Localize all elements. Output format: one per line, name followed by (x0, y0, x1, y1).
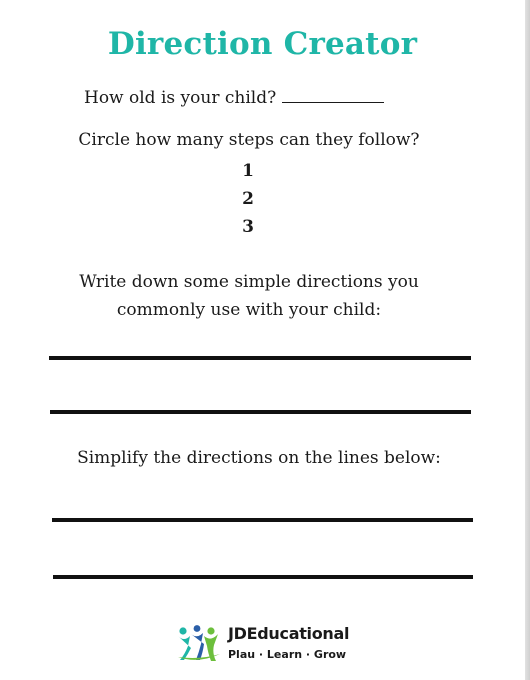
logo-tagline: Plau · Learn · Grow (228, 648, 347, 661)
simplify-prompt: Simplify the directions on the lines below: (77, 448, 441, 468)
page-title: Direction Creator (107, 26, 418, 62)
directions-writing-line-2[interactable] (50, 410, 471, 414)
step-option-1[interactable]: 1 (242, 161, 254, 181)
simplified-writing-line-1[interactable] (52, 518, 473, 522)
page-edge-shadow (525, 0, 530, 680)
write-prompt-line-1: Write down some simple directions you (79, 272, 419, 292)
step-option-3[interactable]: 3 (242, 217, 254, 237)
logo-figures-icon (176, 624, 222, 664)
step-options (228, 157, 268, 241)
steps-prompt: Circle how many steps can they follow? (78, 130, 420, 150)
jdeducational-logo (176, 622, 376, 666)
age-question (84, 88, 384, 108)
directions-writing-line-1[interactable] (49, 356, 471, 360)
write-prompt-line-2: commonly use with your child: (116, 300, 382, 320)
write-directions-prompt (0, 268, 498, 324)
age-answer-blank[interactable] (282, 88, 384, 103)
step-option-2[interactable]: 2 (242, 189, 254, 209)
age-question-label: How old is your child? (84, 88, 277, 108)
simplified-writing-line-2[interactable] (53, 575, 473, 579)
logo-name: JDEducational (228, 624, 350, 643)
